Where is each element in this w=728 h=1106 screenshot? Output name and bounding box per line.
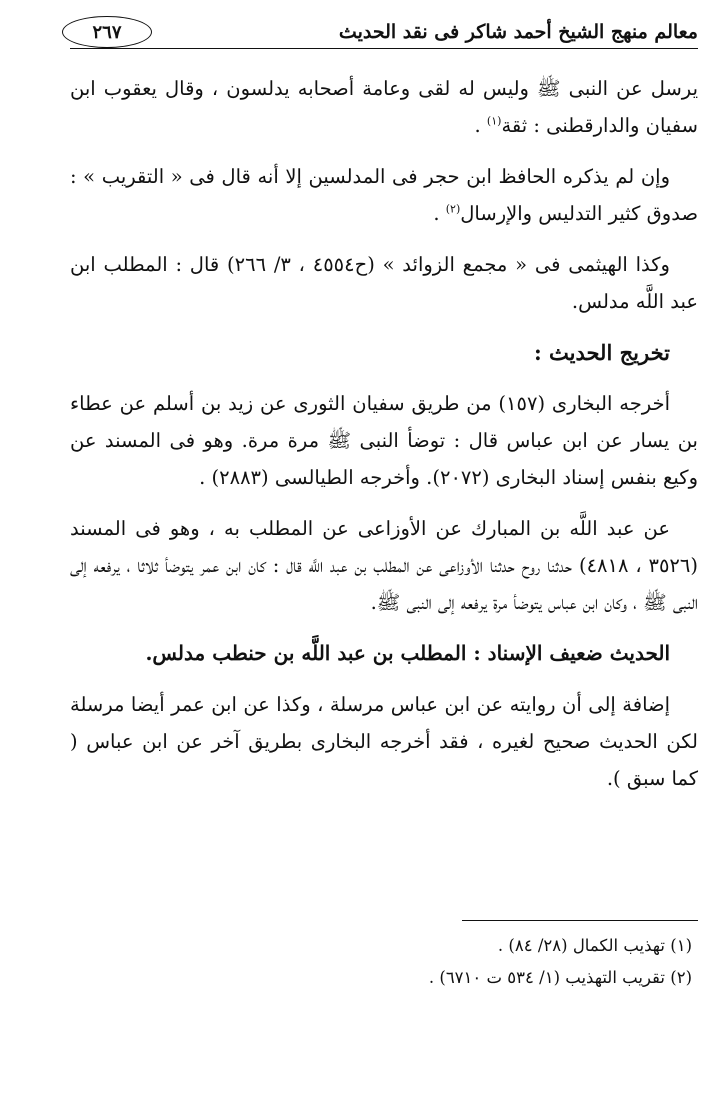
paragraph: وكذا الهيثمى فى « مجمع الزوائد » (ح٤٥٥٤ ، ٣/ ٢٦٦) قال : المطلب ابن عبد اللَّه مدلس. — [70, 253, 698, 313]
footnote-rule — [462, 920, 698, 921]
paragraph: عن عبد اللَّه بن المبارك عن الأوزاعى عن المطلب به ، وهو فى المسند (٣٥٢٦ ، ٤٨١٨) حدثنا روح حدثنا الأوزاعى عن المطلب بن عبد اللَّه قال : كان ابن عمر يتوضأ ثلاثا ، يرفعه إلى النبى ﷺ ، وكان ابن عباس يتوضأ مرة يرفعه إلى النبى ﷺ. — [70, 517, 698, 614]
paragraph: إضافة إلى أن روايته عن ابن عباس مرسلة ، وكذا عن ابن عمر أيضا مرسلة لكن الحديث صحيح لغيره ، فقد أخرجه البخارى بطريق آخر عن ابن عباس ( كما سبق ). — [70, 693, 698, 790]
paragraph-end: . — [474, 114, 487, 137]
section-heading: الحديث ضعيف الإسناد : المطلب بن عبد اللَّه بن حنطب مدلس. — [145, 641, 670, 665]
paragraph — [70, 70, 698, 144]
running-title: معالم منهج الشيخ أحمد شاكر فى نقد الحديث — [338, 21, 698, 43]
page-number: ٢٦٧ — [62, 16, 152, 48]
header-rule — [70, 48, 698, 49]
paragraph — [70, 158, 698, 232]
section-heading: تخريج الحديث : — [533, 340, 670, 365]
footnote-ref: (١) — [486, 114, 502, 128]
footnotes — [70, 930, 698, 994]
paragraph-text: وإن لم يذكره الحافظ ابن حجر فى المدلسين إلا أنه قال فى « التقريب » : صدوق كثير التدليس والإرسال — [70, 165, 698, 225]
paragraph: أخرجه البخارى (١٥٧) من طريق سفيان الثورى عن زيد بن أسلم عن عطاء بن يسار عن ابن عباس قال : توضأ النبى ﷺ مرة مرة. وهو فى المسند عن وكيع بنفس إسناد البخارى (٢٠٧٢). وأخرجه الطيالسى (٢٨٨٣) . — [70, 392, 698, 489]
footnote: (١) تهذيب الكمال (٢٨/ ٨٤) . — [497, 936, 692, 955]
footnote-ref: (٢) — [445, 202, 461, 216]
paragraph-end: . — [433, 202, 446, 225]
main-text — [70, 70, 698, 811]
footnote: (٢) تقريب التهذيب (١/ ٥٣٤ ت ٦٧١٠) . — [428, 968, 692, 987]
paragraph-text: يرسل عن النبى ﷺ وليس له لقى وعامة أصحابه يدلسون ، وقال يعقوب ابن سفيان والدارقطنى : ثقة — [70, 77, 698, 137]
page-header — [70, 12, 698, 52]
